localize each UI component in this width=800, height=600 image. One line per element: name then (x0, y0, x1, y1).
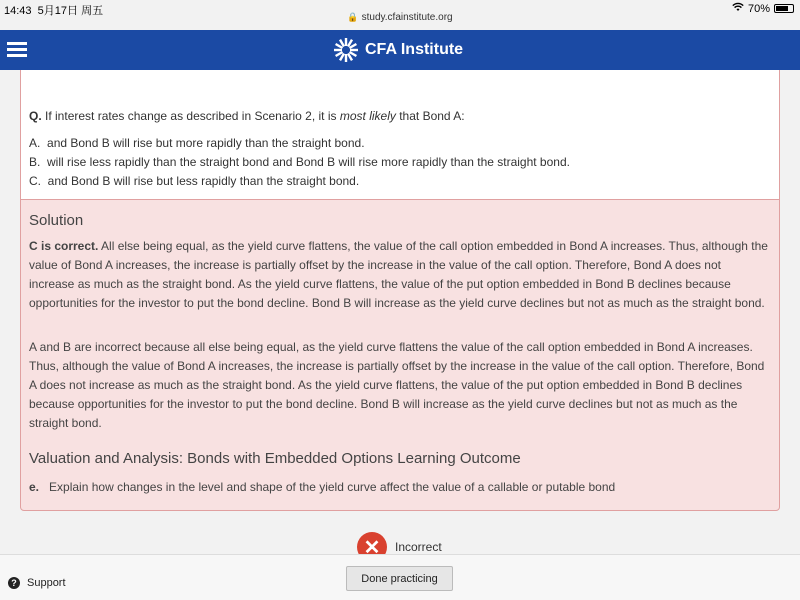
footer-bar (0, 554, 800, 600)
cfa-logo[interactable] (333, 37, 463, 63)
address-bar[interactable] (0, 12, 800, 30)
menu-icon[interactable] (8, 42, 27, 58)
question-stem (29, 109, 465, 123)
support-link[interactable] (8, 577, 66, 589)
lock-icon: 🔒 (347, 12, 359, 22)
done-practicing-button[interactable]: Done practicing (346, 566, 453, 591)
lo-text: Explain how changes in the level and shape of the yield curve affect the value of a callable or putable bond (49, 480, 616, 494)
cfa-logo-icon (333, 37, 359, 63)
lo-letter: e. (29, 480, 40, 494)
brand-name: CFA Institute (365, 41, 464, 58)
help-icon: ? (8, 577, 20, 589)
option-letter: A. (29, 136, 41, 150)
option-letter: C. (29, 174, 41, 188)
solution-panel (20, 199, 780, 511)
battery-text: 70% (747, 2, 770, 15)
option-letter: B. (29, 155, 41, 169)
stem-emphasis: most likely (339, 109, 396, 123)
support-label: Support (27, 577, 66, 589)
solution-para-1-text: All else being equal, as the yield curve flattens, the value of the call option embedded in Bond A increases. Thus, although the value of Bond A increases, the increase is partially offset by the increase in the value of the call option. Therefore, Bond A does not increase as much as the straight bond. As the yield curve flattens, the value of the put option embedded in Bond B declines because opportunities for the investor to put the bond decline. Bond B will increase as the yield curve declines but not as much as the straight bond. (29, 239, 768, 310)
incorrect-icon: ✕ (357, 532, 387, 554)
top-navbar (0, 30, 800, 70)
question-prefix: Q. (29, 109, 42, 123)
learning-outcome-heading: Valuation and Analysis: Bonds with Embedded Options Learning Outcome (29, 450, 521, 467)
solution-para-1 (29, 237, 769, 313)
correct-label: C is correct. (29, 239, 99, 253)
solution-para-2: A and B are incorrect because all else being equal, as the yield curve flattens the value of the call option embedded in Bond A increases. Thus, although the value of Bond A increases, the increase is partially offset by the increase in the value of the call option. Therefore, Bond A does not increase as much as the straight bond. As the yield curve flattens, the value of the put option embedded in Bond B declines because opportunities for the investor to put the bond decline. Bond B will increase as the yield curve declines but not as much as the straight bond. (29, 340, 765, 430)
question-card (20, 70, 780, 199)
result-label: Incorrect (395, 540, 442, 554)
solution-heading: Solution (29, 212, 84, 229)
url-text: study.cfainstitute.org (361, 12, 453, 23)
option-text: and Bond B will rise but more rapidly than the straight bond. (47, 136, 365, 150)
stem-after: that Bond A: (399, 109, 465, 123)
time-text: 14:43 (4, 5, 32, 17)
date-text: 5月17日 周五 (37, 5, 104, 17)
option-b[interactable] (29, 155, 570, 169)
option-text: will rise less rapidly than the straight bond and Bond B will rise more rapidly than the straight bond. (47, 155, 570, 169)
result-indicator (357, 532, 442, 554)
learning-outcome (29, 480, 615, 494)
stem-before: If interest rates change as described in Scenario 2, it is (45, 109, 337, 123)
option-c[interactable] (29, 174, 359, 188)
main-content (0, 70, 800, 554)
option-text: and Bond B will rise but less rapidly than the straight bond. (47, 174, 360, 188)
option-a[interactable] (29, 136, 365, 150)
